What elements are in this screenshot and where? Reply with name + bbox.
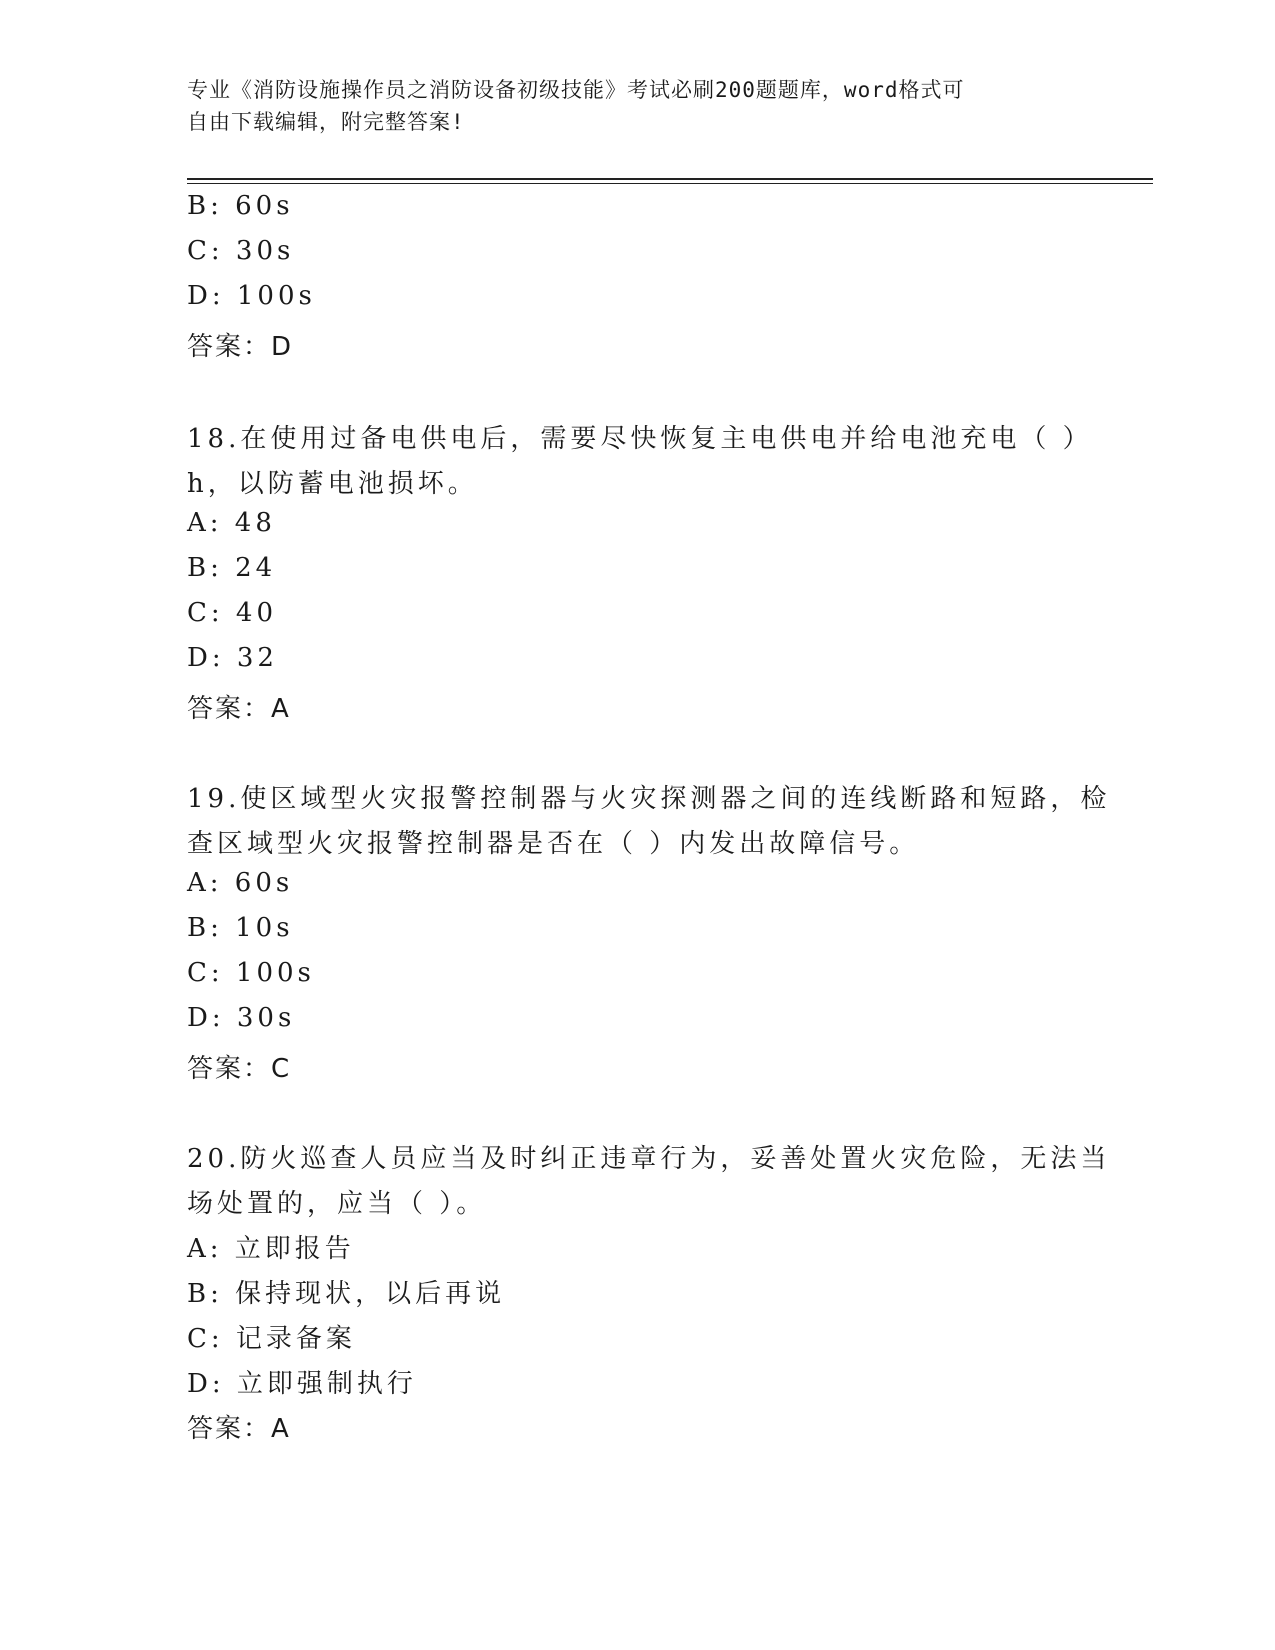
q19-stem-line-2: 查区域型火灾报警控制器是否在（ ）内发出故障信号。 <box>187 829 920 859</box>
q19-option-d: D: 30s <box>187 1003 296 1033</box>
q20-option-a: A: 立即报告 <box>187 1234 355 1264</box>
q17-option-d: D: 100s <box>187 281 316 311</box>
q20-option-d: D: 立即强制执行 <box>187 1369 417 1399</box>
q18-option-d: D: 32 <box>187 643 278 673</box>
q18-option-b: B: 24 <box>187 553 277 583</box>
q18-option-a: A: 48 <box>187 508 276 538</box>
q19-option-c: C: 100s <box>187 958 315 988</box>
q20-option-b: B: 保持现状，以后再说 <box>187 1279 506 1309</box>
q20-stem-line-1: 20.防火巡查人员应当及时纠正违章行为，妥善处置火灾危险，无法当 <box>187 1144 1111 1174</box>
q19-option-a: A: 60s <box>187 868 294 898</box>
q17-option-c: C: 30s <box>187 236 295 266</box>
q19-option-b: B: 10s <box>187 913 294 943</box>
q20-option-c: C: 记录备案 <box>187 1324 356 1354</box>
q19-stem-line-1: 19.使区域型火灾报警控制器与火灾探测器之间的连线断路和短路，检 <box>187 784 1111 814</box>
q19-answer: 答案：C <box>187 1054 292 1084</box>
q18-answer: 答案：A <box>187 694 291 724</box>
q20-stem-line-2: 场处置的，应当（ ）。 <box>187 1189 487 1219</box>
q18-stem-line-1: 18.在使用过备电供电后，需要尽快恢复主电供电并给电池充电（ ） <box>187 424 1093 454</box>
q17-option-b: B: 60s <box>187 191 294 221</box>
header-divider-thin <box>187 183 1153 184</box>
header-title-line-2: 自由下载编辑，附完整答案! <box>187 110 465 134</box>
q17-answer: 答案：D <box>187 332 294 362</box>
header-divider-thick <box>187 178 1153 180</box>
q18-stem-line-2: h，以防蓄电池损坏。 <box>187 469 478 499</box>
q18-option-c: C: 40 <box>187 598 278 628</box>
q20-answer: 答案：A <box>187 1414 291 1444</box>
header-title-line-1: 专业《消防设施操作员之消防设备初级技能》考试必刷200题题库，word格式可 <box>187 78 965 102</box>
page-header <box>187 74 1067 138</box>
